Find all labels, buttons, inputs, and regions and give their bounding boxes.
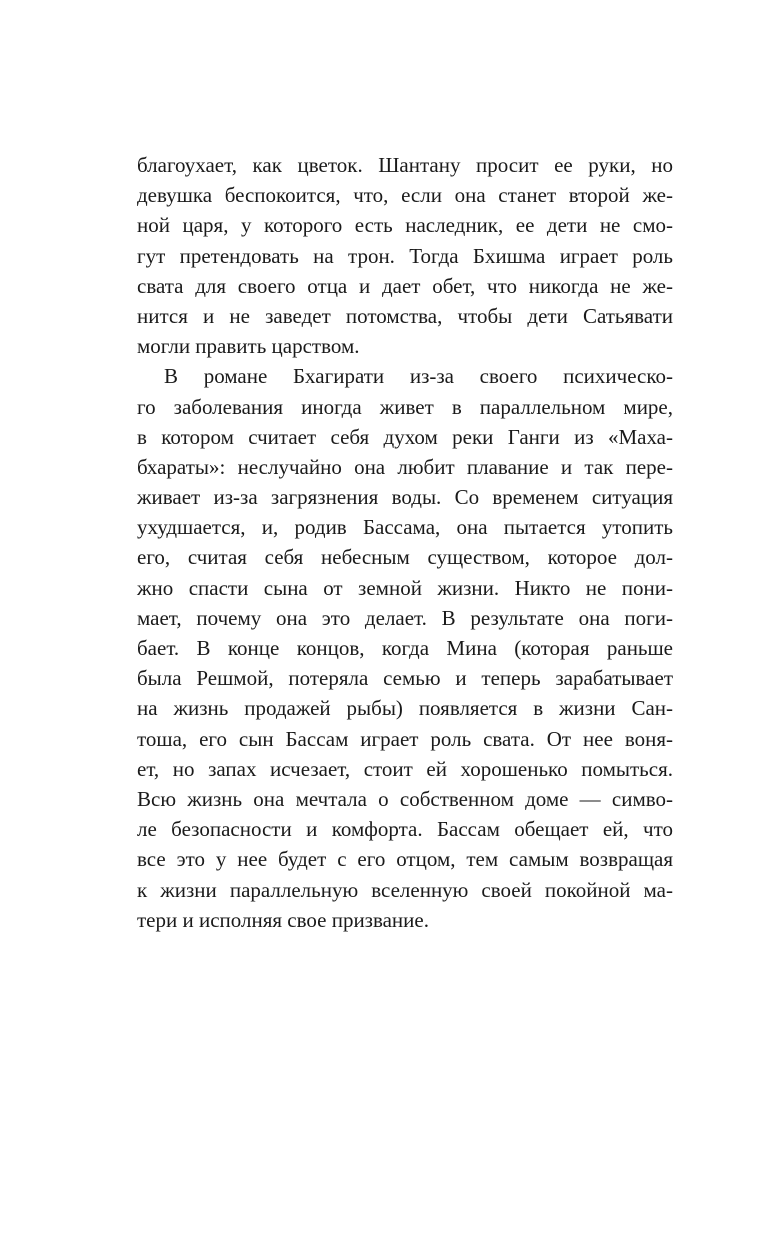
text-line: бхараты»: неслучайно она любит плавание и так пере-: [137, 454, 673, 479]
text-line: к жизни параллельную вселенную своей покойной ма-: [137, 877, 673, 902]
text-line: девушка беспокоится, что, если она станет второй же-: [137, 183, 673, 208]
text-line: Всю жизнь она мечтала о собственном доме — симво-: [137, 786, 673, 811]
text-line: тери и исполняя свое призвание.: [137, 907, 429, 932]
text-line: жно спасти сына от земной жизни. Никто не пони-: [137, 575, 673, 600]
text-line: свата для своего отца и дает обет, что никогда не же-: [137, 273, 673, 298]
text-line: его, считая себя небесным существом, которое дол-: [137, 545, 673, 570]
text-line: го заболевания иногда живет в параллельном мире,: [137, 394, 673, 419]
text-line: живает из-за загрязнения воды. Со временем ситуация: [137, 485, 673, 510]
text-line: гут претендовать на трон. Тогда Бхишма играет роль: [137, 243, 673, 268]
text-line: нится и не заведет потомства, чтобы дети Сатьявати: [137, 303, 673, 328]
text-line: все это у нее будет с его отцом, тем самым возвращая: [137, 847, 673, 872]
text-line: на жизнь продажей рыбы) появляется в жизни Сан-: [137, 696, 673, 721]
text-line: бает. В конце концов, когда Мина (которая раньше: [137, 636, 673, 660]
text-line: ле безопасности и комфорта. Бассам обещает ей, что: [137, 817, 673, 842]
text-line: ет, но запах исчезает, стоит ей хорошенько помыться.: [137, 756, 673, 781]
text-line: была Решмой, потеряла семью и теперь зарабатывает: [137, 666, 673, 691]
text-line: могли править царством.: [137, 334, 360, 359]
text-line: В романе Бхагирати из-за своего психическо-: [164, 364, 673, 389]
text-line: благоухает, как цветок. Шантану просит ее руки, но: [137, 153, 673, 177]
body-text: [137, 150, 673, 935]
paragraph-1: [137, 150, 673, 361]
text-line: мает, почему она это делает. В результате она поги-: [137, 605, 673, 630]
paragraph-2: [137, 361, 673, 935]
text-line: тоша, его сын Бассам играет роль свата. От нее воня-: [137, 726, 673, 751]
text-line: ухудшается, и, родив Бассама, она пытается утопить: [137, 515, 673, 540]
text-line: ной царя, у которого есть наследник, ее дети не смо-: [137, 213, 673, 238]
text-line: в котором считает себя духом реки Ганги из «Маха-: [137, 424, 673, 449]
